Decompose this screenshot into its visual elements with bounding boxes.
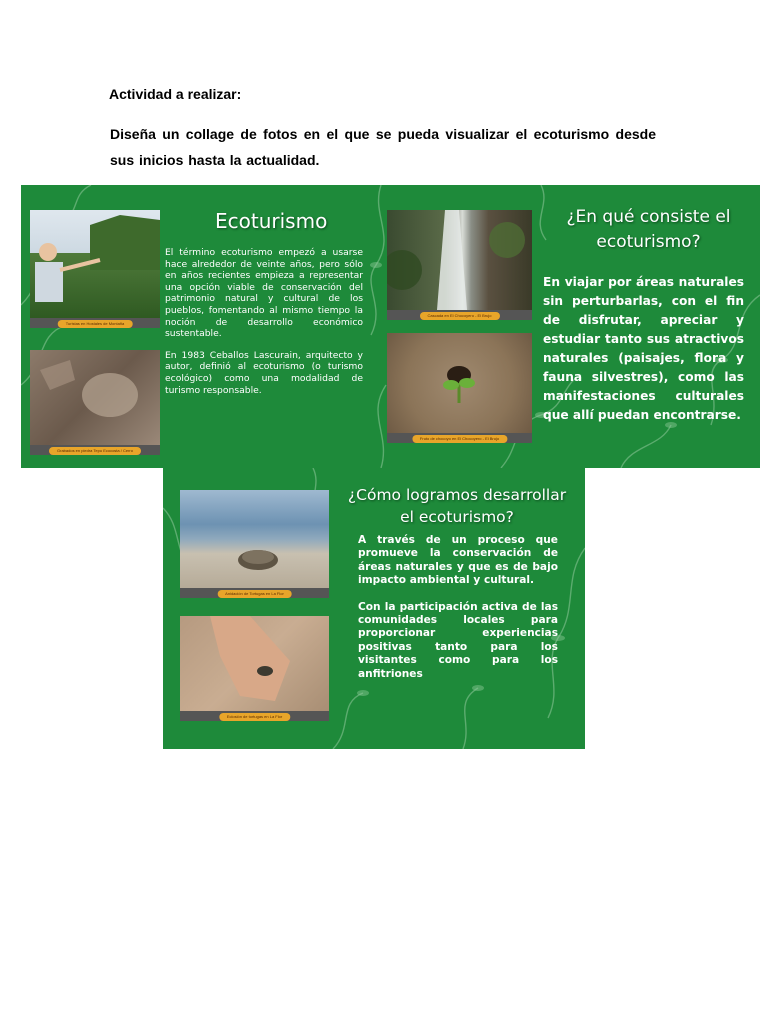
photo-caption: Anidación de Tortugas en La Flor	[217, 590, 292, 598]
section-title-ecoturismo: Ecoturismo	[215, 209, 328, 233]
tourist-illustration	[30, 210, 160, 318]
photo-waterfall	[387, 210, 532, 320]
hand-illustration	[180, 616, 329, 711]
section-text-ecoturismo	[165, 247, 363, 406]
paragraph: El término ecoturismo empezó a usarse hace alrededor de veinte años, pero sólo en años recientes empieza a representar una opción viable de conservación del patrimonio natural y cultural de los pueblos, fomentando al mismo tiempo la noción de desarrollo económico sustentable.	[165, 247, 363, 340]
photo-stone-carvings	[30, 350, 160, 455]
photo-caption: Cascada en El Chocoyero - El Brujo	[419, 312, 499, 320]
section-text-consiste: En viajar por áreas naturales sin perturbarlas, con el fin de disfrutar, apreciar y estudiar tanto sus atractivos naturales (paisajes, flora y fauna silvestres), como las manifestaciones culturales que allí puedan encontrarse.	[543, 275, 744, 422]
collage-panel-top	[21, 185, 760, 468]
section-text-como-logramos	[358, 534, 558, 691]
photo-caption: Turistas en Hostales de Montaña	[58, 320, 133, 328]
activity-instructions: Diseña un collage de fotos en el que se pueda visualizar el ecoturismo desde sus inicios hasta la actualidad.	[110, 126, 656, 168]
photo-seedling	[387, 333, 532, 443]
paragraph: En 1983 Ceballos Lascurain, arquitecto y autor, definió al ecoturismo (o turismo ecológico) como una modalidad de turismo responsable.	[165, 349, 363, 396]
photo-caption: Eclosión de tortugas en La Flor	[219, 713, 290, 721]
turtle-illustration	[180, 490, 329, 588]
photo-turtle-hatchling	[180, 616, 329, 721]
section-title-como-logramos: ¿Cómo logramos desarrollar el ecoturismo?	[347, 486, 567, 526]
photo-caption: Fruto de chocoyo en El Chocoyero - El Brujo	[412, 435, 507, 443]
waterfall-illustration	[387, 210, 532, 310]
photo-tourists-mountain	[30, 210, 160, 328]
photo-caption: Grabados en piedra Tepu Ecocosta / Cerro	[49, 447, 141, 455]
carving-illustration	[30, 350, 160, 445]
paragraph: A través de un proceso que promueve la conservación de áreas naturales y que es de bajo impacto ambiental y cultural.	[358, 534, 558, 587]
section-title-consiste: ¿En qué consiste el ecoturismo?	[566, 207, 731, 252]
activity-heading: Actividad a realizar:	[109, 86, 242, 102]
seedling-illustration	[387, 333, 532, 433]
photo-turtle-nesting	[180, 490, 329, 598]
paragraph: Con la participación activa de las comunidades locales para proporcionar experiencias positivas tanto para los visitantes como para los anfitriones	[358, 600, 558, 680]
collage-panel-bottom	[163, 468, 585, 749]
